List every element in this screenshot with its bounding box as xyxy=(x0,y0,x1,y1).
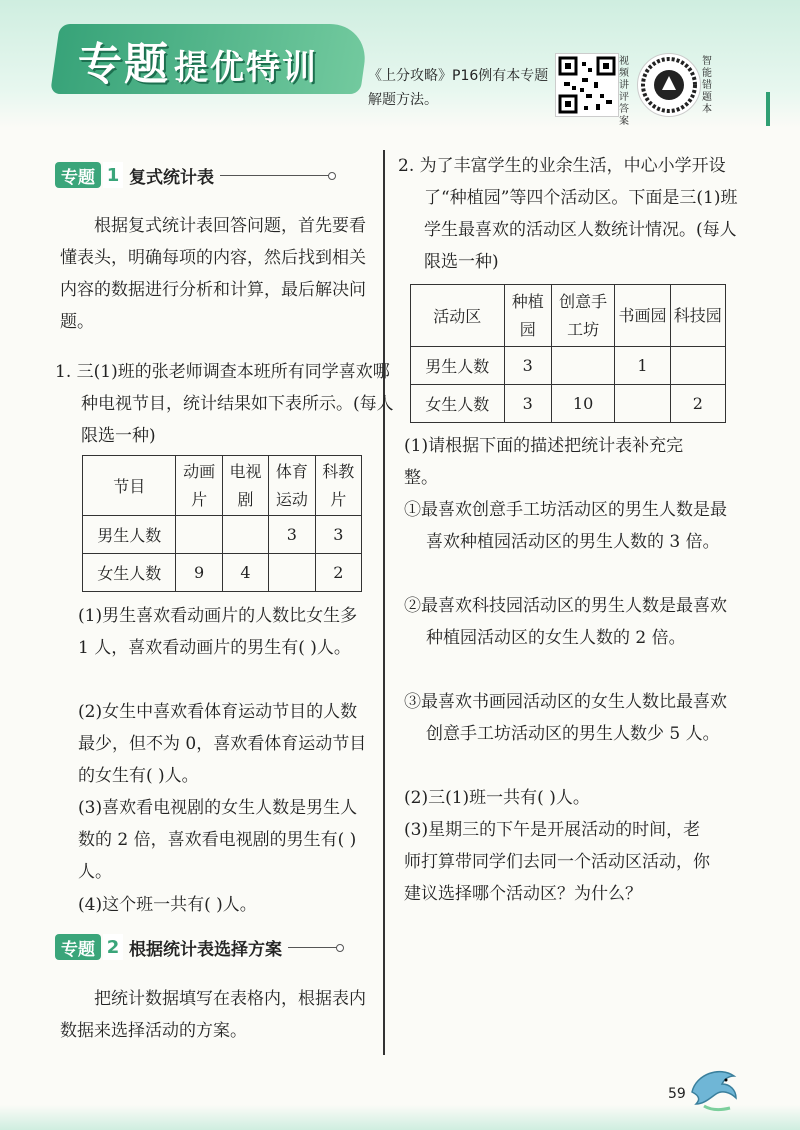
section2-desc: 把统计数据填写在表格内，根据表内数据来选择活动的方案。 xyxy=(60,989,366,1041)
q2-th-0: 活动区 xyxy=(411,285,505,347)
q2-r1-c2: 10 xyxy=(551,385,614,423)
q2-r0-c3: 1 xyxy=(615,347,670,385)
intro-text: 《上分攻略》P16例有本专题解题方法。 xyxy=(368,68,549,108)
footer-band xyxy=(0,1105,800,1130)
section-tag: 专题 xyxy=(55,934,101,960)
q1-sub4: (4)这个班一共有( )人。 xyxy=(78,895,257,915)
q2-th-1: 种植园 xyxy=(504,285,551,347)
section2-badge xyxy=(55,932,338,962)
q2-cond2: ②最喜欢科技园活动区的男生人数是最喜欢种植园活动区的女生人数的 2 倍。 xyxy=(404,596,727,648)
q1-r0-c0: 男生人数 xyxy=(83,516,176,554)
q2-cond3: ③最喜欢书画园活动区的女生人数比最喜欢创意手工坊活动区的男生人数少 5 人。 xyxy=(404,692,727,744)
section1-desc: 根据复式统计表回答问题，首先要看懂表头，明确每项的内容，然后找到相关内容的数据进行分析和计算，最后解决问题。 xyxy=(60,216,366,332)
q2-r1-c4: 2 xyxy=(670,385,725,423)
q2-th-2: 创意手工坊 xyxy=(551,285,614,347)
qr1-label: 视频讲评答案 xyxy=(619,56,629,127)
q1-r1-c3[interactable] xyxy=(269,554,315,592)
q2-r0-c0: 男生人数 xyxy=(411,347,505,385)
q2-r1-c1: 3 xyxy=(504,385,551,423)
section1-badge xyxy=(55,160,330,190)
q2-sub1: (1)请根据下面的描述把统计表补充完整。 xyxy=(404,436,684,488)
q1-sub2: (2)女生中喜欢看体育运动节目的人数最少，但不为 0，喜欢看体育运动节目的女生有( )人。 xyxy=(78,702,367,786)
title-main: 专题 xyxy=(78,39,170,90)
q1-th-2: 电视剧 xyxy=(222,456,268,516)
q2-table xyxy=(410,284,726,423)
q2-r0-c1: 3 xyxy=(504,347,551,385)
page-title xyxy=(78,28,318,92)
title-sub: 提优特训 xyxy=(174,48,318,88)
q2-r0-c2[interactable] xyxy=(551,347,614,385)
accent-bar xyxy=(766,92,770,126)
q1-sub1: (1)男生喜欢看动画片的人数比女生多 1 人，喜欢看动画片的男生有( )人。 xyxy=(78,606,358,658)
section-line xyxy=(220,175,330,176)
q2-th-4: 科技园 xyxy=(670,285,725,347)
q2-cond1: ①最喜欢创意手工坊活动区的男生人数是最喜欢种植园活动区的男生人数的 3 倍。 xyxy=(404,500,727,552)
dolphin-icon xyxy=(686,1060,746,1119)
q1-r0-c3: 3 xyxy=(269,516,315,554)
section-tag: 专题 xyxy=(55,162,101,188)
section-number: 2 xyxy=(103,934,123,960)
section-number: 1 xyxy=(103,162,123,188)
q1-r1-c1: 9 xyxy=(176,554,222,592)
q1-th-1: 动画片 xyxy=(176,456,222,516)
q1-r1-c0: 女生人数 xyxy=(83,554,176,592)
qr2-label: 智能错题本 xyxy=(702,56,712,115)
q1-th-0: 节目 xyxy=(83,456,176,516)
q2-th-3: 书画园 xyxy=(615,285,670,347)
q2-sub3: (3)星期三的下午是开展活动的时间，老师打算带同学们去同一个活动区活动，你建议选择哪个活动区？为什么？ xyxy=(404,820,710,904)
q2-r1-c0: 女生人数 xyxy=(411,385,505,423)
q1-r0-c4: 3 xyxy=(315,516,361,554)
qr-code-icon[interactable] xyxy=(555,53,619,117)
smart-qr-icon[interactable] xyxy=(637,53,701,117)
q1-stem: 1. 三(1)班的张老师调查本班所有同学喜欢哪种电视节目，统计结果如下表所示。(每人限选一种) xyxy=(55,362,394,446)
q2-r0-c4[interactable] xyxy=(670,347,725,385)
section-name: 根据统计表选择方案 xyxy=(129,939,282,960)
q1-r0-c1[interactable] xyxy=(176,516,222,554)
section-name: 复式统计表 xyxy=(129,167,214,188)
q1-table xyxy=(82,455,362,592)
q2-sub2: (2)三(1)班一共有( )人。 xyxy=(404,788,590,808)
q1-th-3: 体育运动 xyxy=(269,456,315,516)
q1-r1-c4: 2 xyxy=(315,554,361,592)
page-number: 59 xyxy=(668,1086,686,1102)
q1-r1-c2: 4 xyxy=(222,554,268,592)
q1-sub3: (3)喜欢看电视剧的女生人数是男生人数的 2 倍，喜欢看电视剧的男生有( )人。 xyxy=(78,798,358,882)
column-divider xyxy=(383,150,385,1055)
q1-th-4: 科教片 xyxy=(315,456,361,516)
q1-r0-c2[interactable] xyxy=(222,516,268,554)
section-line xyxy=(288,947,338,948)
q2-stem: 2. 为了丰富学生的业余生活，中心小学开设了“种植园”等四个活动区。下面是三(1)班学生最喜欢的活动区人数统计情况。(每人限选一种) xyxy=(398,156,738,272)
q2-r1-c3[interactable] xyxy=(615,385,670,423)
